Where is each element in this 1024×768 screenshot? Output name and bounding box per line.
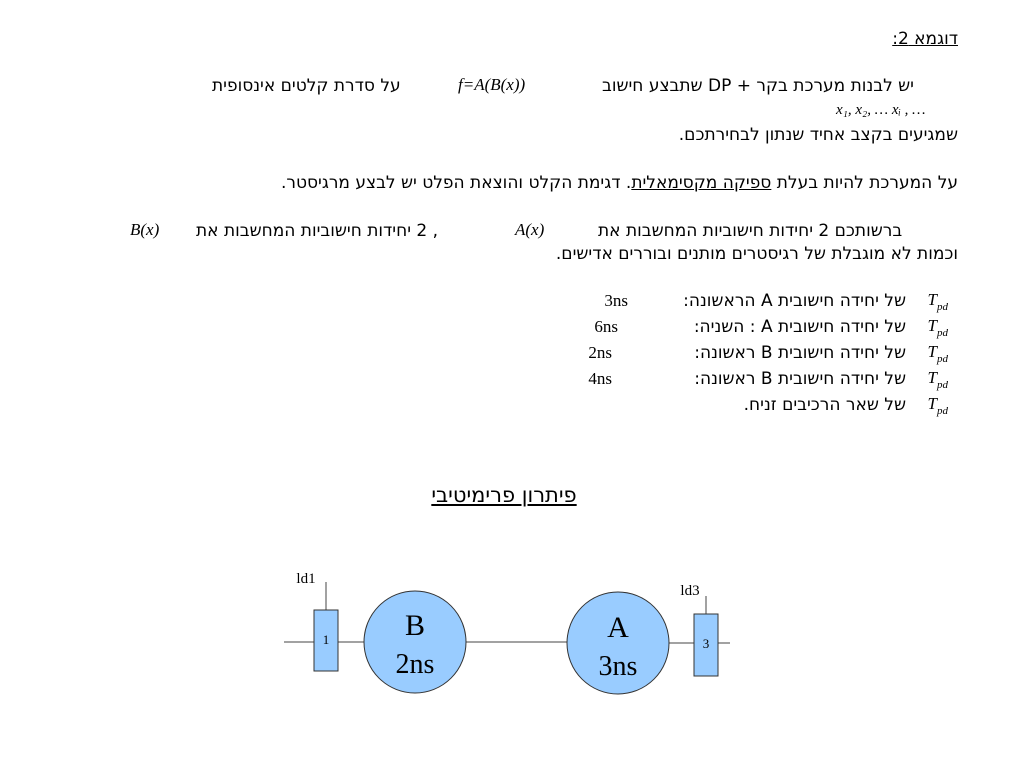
- timing-value: 6ns: [594, 317, 618, 336]
- problem-line-1-end: על סדרת קלטים אינסופית: [212, 76, 401, 96]
- ld3-label: ld3: [680, 583, 700, 599]
- line-3-start: על המערכת להיות בעלת: [776, 173, 958, 193]
- func-a: A(x): [515, 220, 545, 239]
- example-title: דוגמא 2:: [892, 29, 958, 49]
- input-sequence: x₁, x₂, … xᵢ , …: [836, 102, 926, 118]
- tpd-symbol: $T_{pd}$: [927, 316, 948, 339]
- ld1-label: ld1: [296, 571, 316, 587]
- formula: f=A(B(x)): [458, 75, 526, 94]
- timing-desc: של יחידה חישובית B ראשונה:: [694, 369, 906, 389]
- timing-value: 3ns: [604, 291, 628, 310]
- tpd-symbol: $T_{pd}$: [927, 342, 948, 365]
- register-3-num: 3: [702, 636, 710, 651]
- func-b: B(x): [130, 220, 160, 239]
- solution-title: פיתרון פרימיטיבי: [431, 483, 577, 507]
- timing-value: 4ns: [588, 369, 612, 388]
- tpd-symbol: $T_{pd}$: [927, 290, 948, 313]
- problem-line-1: יש לבנות מערכת בקר + DP שתבצע חישוב: [602, 76, 914, 96]
- unit-a-name: A: [607, 611, 629, 644]
- max-throughput: ספיקה מקסימאלית: [631, 173, 772, 193]
- problem-line-2: שמגיעים בקצב אחיד שנתון לבחירתכם.: [678, 125, 958, 145]
- timing-desc: של יחידה חישובית A הראשונה:: [683, 291, 906, 311]
- unit-a-time: 3ns: [598, 651, 638, 682]
- problem-line-4-mid: , 2 יחידות חישוביות המחשבות את: [196, 221, 439, 241]
- problem-line-5: וכמות לא מוגבלת של רגיסטרים מותנים ובוררים אדישים.: [555, 244, 958, 264]
- tpd-symbol: $T_{pd}$: [927, 394, 948, 417]
- problem-line-4: ברשותכם 2 יחידות חישוביות המחשבות את: [598, 221, 903, 241]
- unit-b-name: B: [404, 609, 426, 642]
- line-3-end: . דגימת הקלט והוצאת הפלט יש לבצע מרגיסטר.: [280, 173, 632, 193]
- timing-desc: של יחידה חישובית A : השניה:: [693, 317, 906, 337]
- timing-desc: של יחידה חישובית B ראשונה:: [694, 343, 906, 363]
- tpd-symbol: $T_{pd}$: [927, 368, 948, 391]
- unit-b-time: 2ns: [395, 649, 435, 680]
- timing-value: 2ns: [588, 343, 612, 362]
- timing-desc: של שאר הרכיבים זניח.: [743, 395, 906, 415]
- register-1-num: 1: [322, 632, 330, 647]
